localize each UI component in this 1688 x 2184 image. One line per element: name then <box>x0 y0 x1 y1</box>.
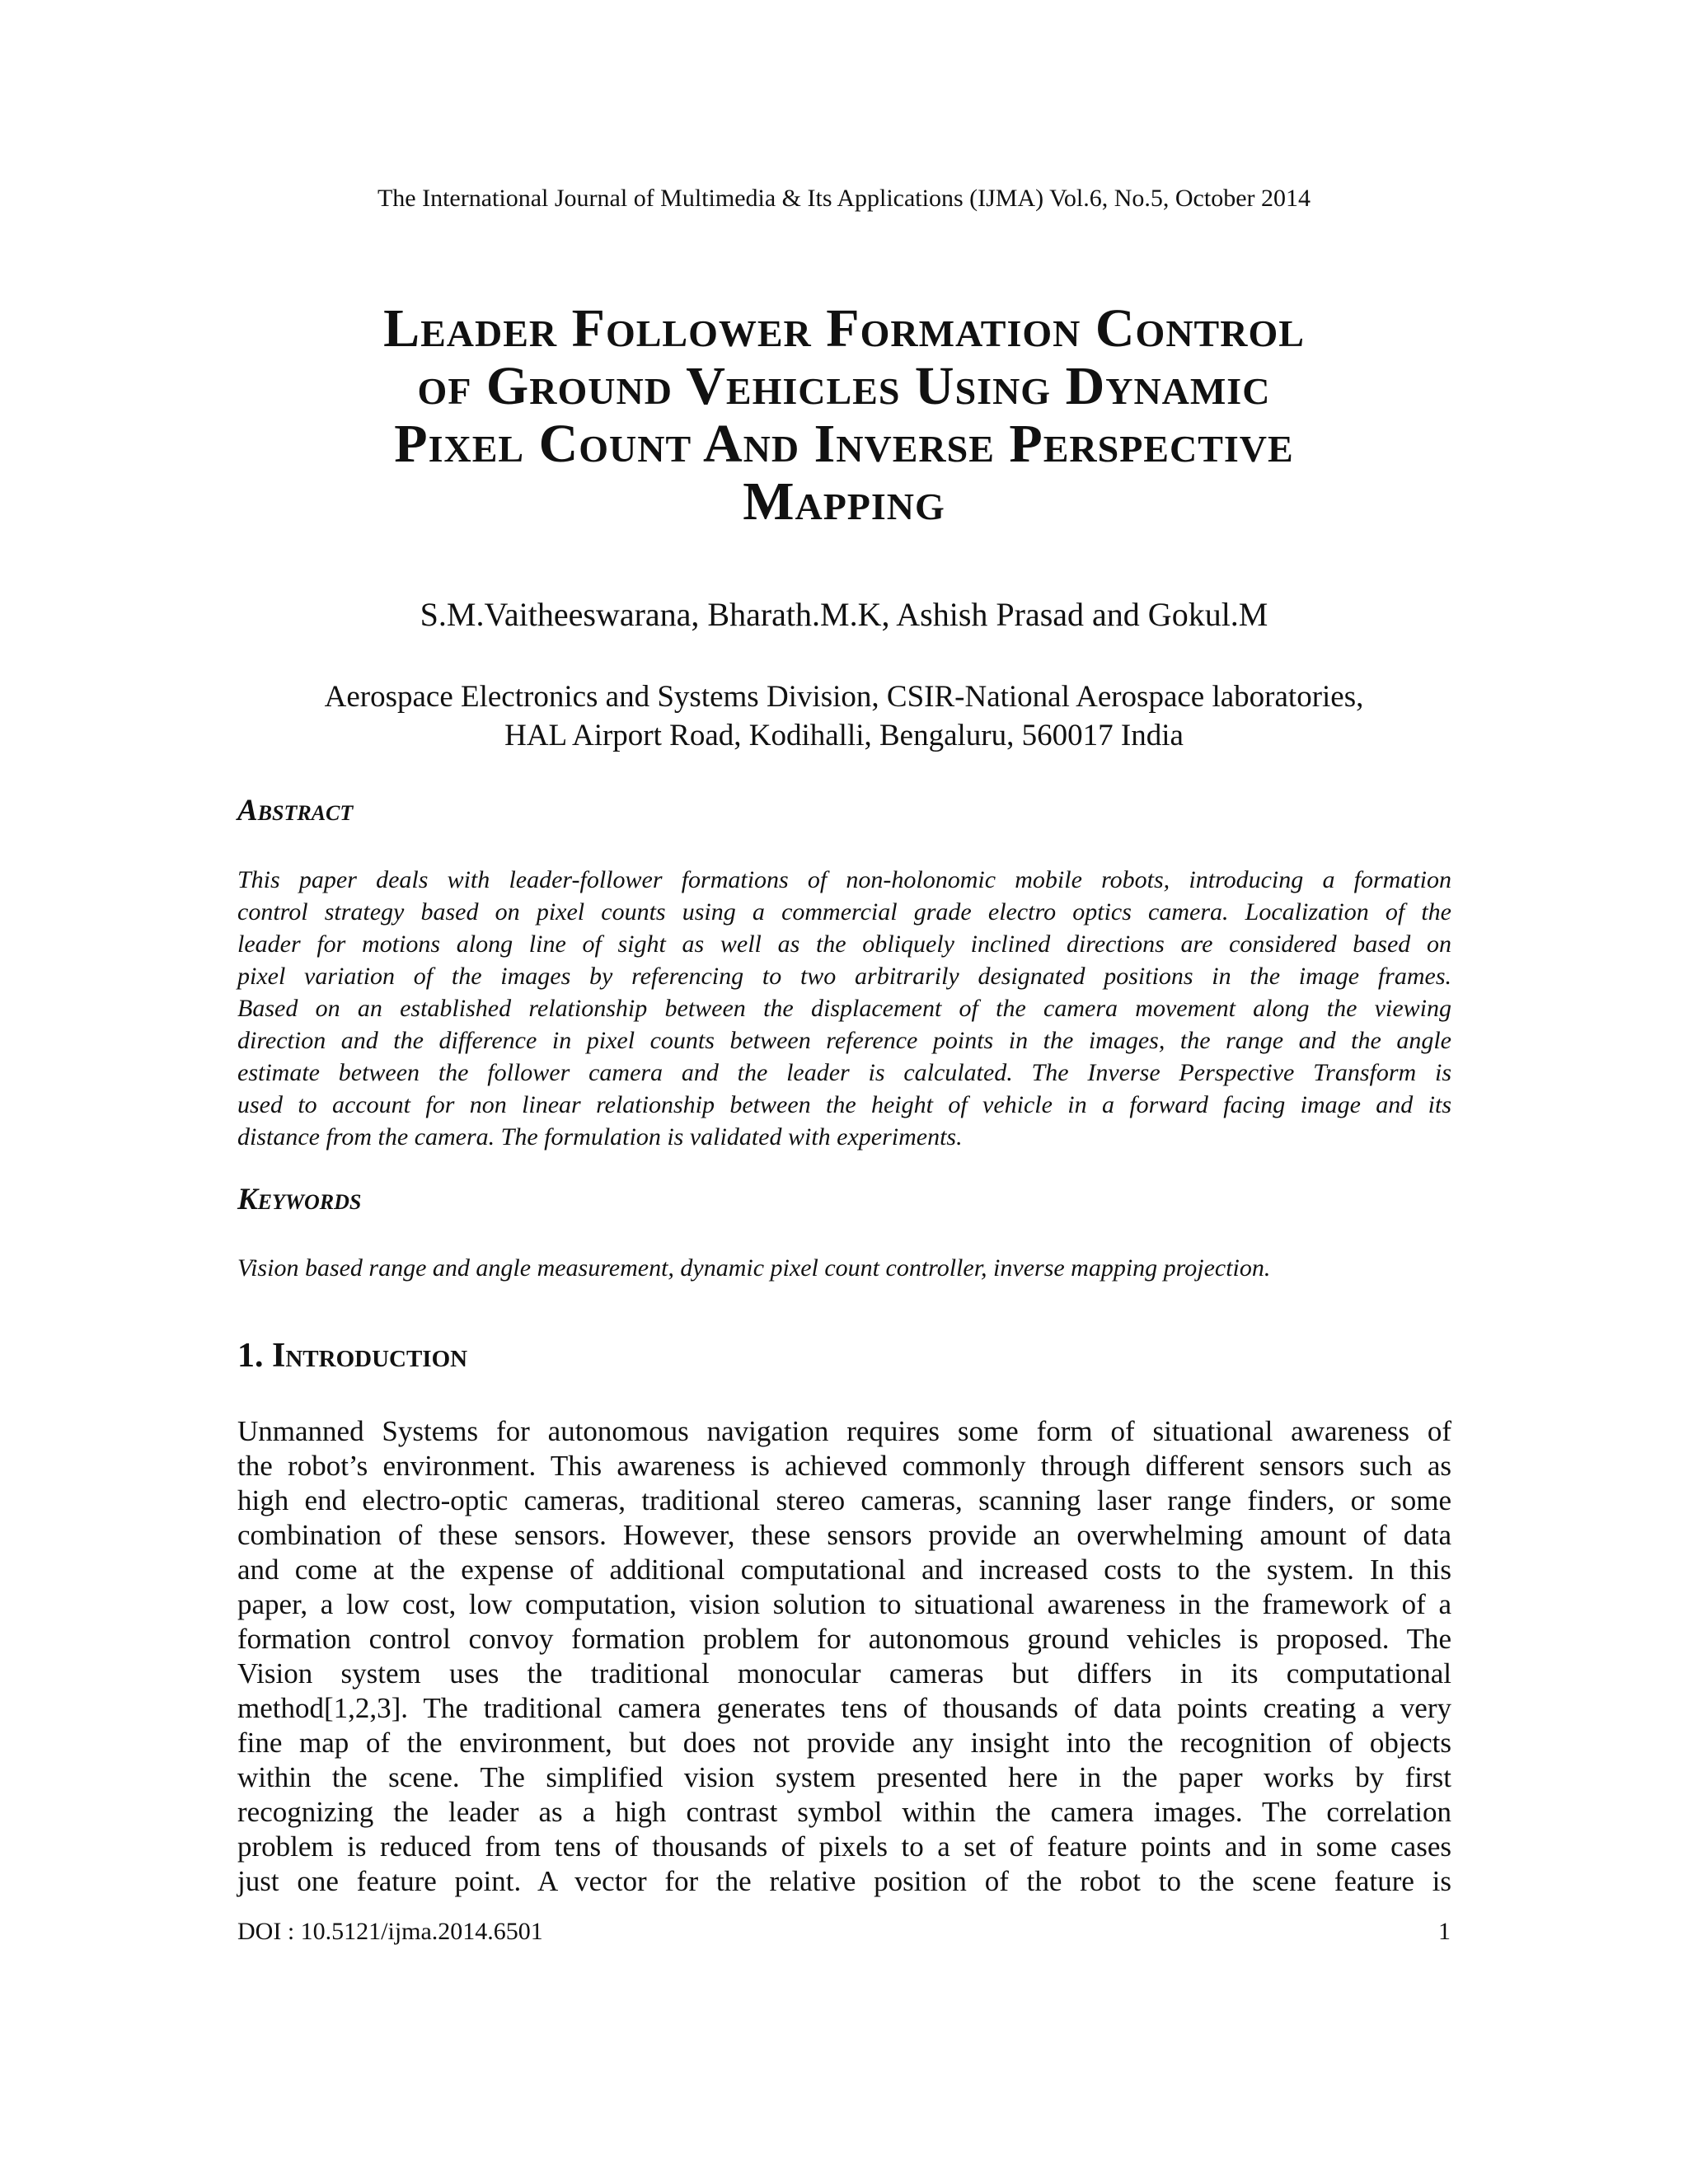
introduction-heading: 1. Introduction <box>237 1337 468 1375</box>
abstract-line: distance from the camera. The formulation is validated with experiments. <box>237 1123 963 1151</box>
abstract-line: This paper deals with leader-follower formations of non-holonomic mobile robots, introducing a formation <box>237 866 1451 893</box>
introduction-body <box>237 1414 1451 1899</box>
intro-line: the robot’s environment. This awareness is achieved commonly through different sensors such as <box>237 1450 1451 1482</box>
intro-line: high end electro-optic cameras, traditional stereo cameras, scanning laser range finders, or some <box>237 1484 1451 1516</box>
keywords-heading: Keywords <box>237 1183 362 1216</box>
affiliation-line: HAL Airport Road, Kodihalli, Bengaluru, 560017 India <box>504 719 1184 752</box>
affiliation <box>0 677 1688 755</box>
paper-title <box>206 300 1482 531</box>
intro-line: within the scene. The simplified vision system presented here in the paper works by first <box>237 1761 1451 1793</box>
intro-line: Vision system uses the traditional monocular cameras but differs in its computational <box>237 1657 1451 1690</box>
author-list: S.M.Vaitheeswarana, Bharath.M.K, Ashish Prasad and Gokul.M <box>420 596 1268 633</box>
abstract-heading: Abstract <box>237 794 354 827</box>
intro-line: Unmanned Systems for autonomous navigation requires some form of situational awareness of <box>237 1415 1451 1447</box>
abstract-line: control strategy based on pixel counts using a commercial grade electro optics camera. Localization of the <box>237 898 1451 926</box>
keywords-body: Vision based range and angle measurement, dynamic pixel count controller, inverse mapping projection. <box>237 1254 1271 1282</box>
affiliation-line: Aerospace Electronics and Systems Division, CSIR-National Aerospace laboratories, <box>324 680 1364 714</box>
title-line: Leader Follower Formation Control <box>383 298 1305 359</box>
journal-running-header: The International Journal of Multimedia & Its Applications (IJMA) Vol.6, No.5, October 2014 <box>377 185 1311 212</box>
intro-line: and come at the expense of additional computational and increased costs to the system. In this <box>237 1554 1451 1586</box>
intro-line: combination of these sensors. However, these sensors provide an overwhelming amount of data <box>237 1519 1451 1551</box>
abstract-line: Based on an established relationship between the displacement of the camera movement along the viewing <box>237 995 1451 1022</box>
abstract-line: leader for motions along line of sight as well as the obliquely inclined directions are considered based on <box>237 930 1451 958</box>
intro-line: problem is reduced from tens of thousands of pixels to a set of feature points and in some cases <box>237 1830 1451 1863</box>
intro-line: recognizing the leader as a high contrast symbol within the camera images. The correlation <box>237 1796 1451 1828</box>
abstract-line: direction and the difference in pixel counts between reference points in the images, the range and the angle <box>237 1027 1451 1054</box>
abstract-line: used to account for non linear relationship between the height of vehicle in a forward facing image and its <box>237 1091 1451 1118</box>
abstract-line: pixel variation of the images by referencing to two arbitrarily designated positions in the image frames. <box>237 963 1451 990</box>
abstract-line: estimate between the follower camera and the leader is calculated. The Inverse Perspective Transform is <box>237 1059 1451 1086</box>
page-number: 1 <box>1438 1918 1451 1945</box>
title-line: of Ground Vehicles Using Dynamic <box>417 356 1271 416</box>
intro-line: just one feature point. A vector for the relative position of the robot to the scene feature is <box>237 1865 1451 1897</box>
doi-footer: DOI : 10.5121/ijma.2014.6501 <box>237 1918 543 1945</box>
intro-line: paper, a low cost, low computation, vision solution to situational awareness in the framework of a <box>237 1588 1451 1620</box>
title-line: Pixel Count And Inverse Perspective <box>394 414 1294 474</box>
intro-line: method[1,2,3]. The traditional camera generates tens of thousands of data points creating a very <box>237 1692 1451 1724</box>
title-line: Mapping <box>743 471 945 532</box>
abstract-body <box>237 864 1451 1153</box>
intro-line: fine map of the environment, but does not provide any insight into the recognition of objects <box>237 1727 1451 1759</box>
intro-line: formation control convoy formation problem for autonomous ground vehicles is proposed. The <box>237 1623 1451 1655</box>
